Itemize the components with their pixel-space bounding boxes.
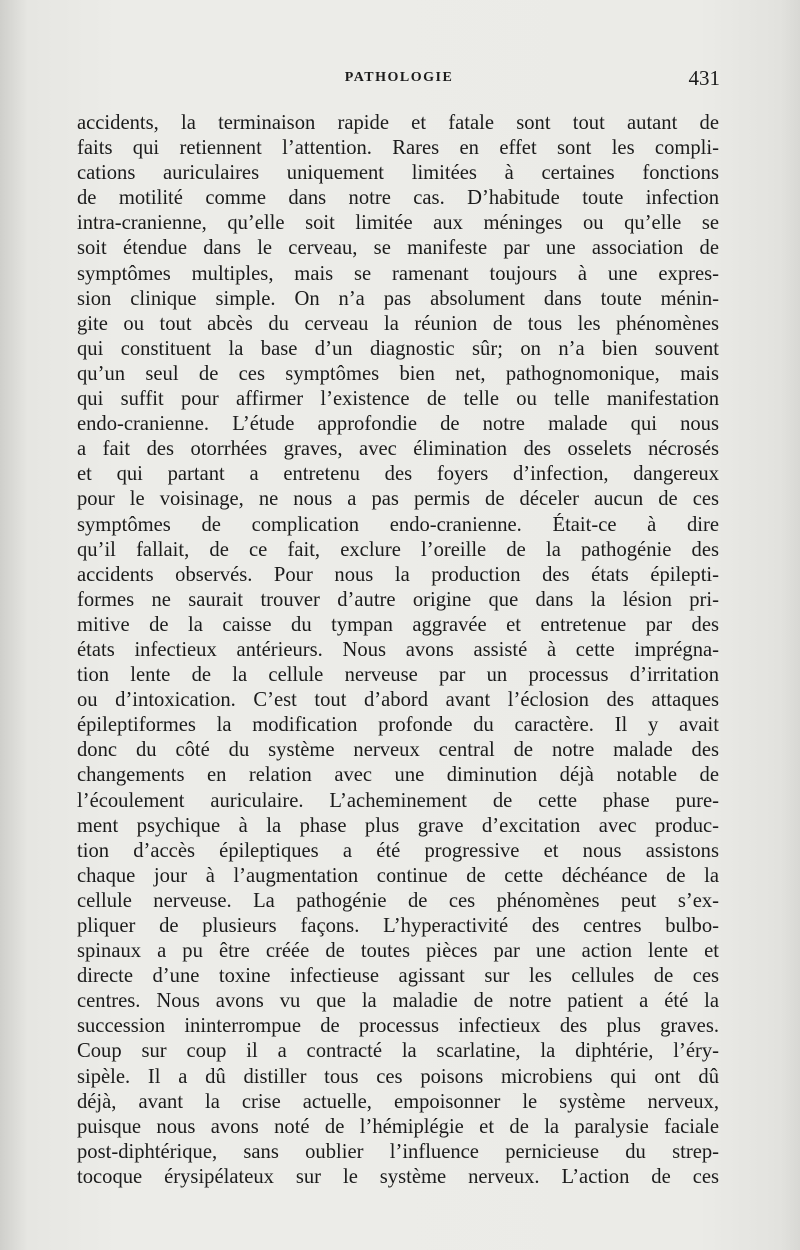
text-line: directe d’une toxine infectieuse agissant sur les cellules de ces	[77, 965, 719, 988]
text-line: sion clinique simple. On n’a pas absolument dans toute ménin-	[77, 287, 719, 310]
text-line: pliquer de plusieurs façons. L’hyperactivité des centres bulbo-	[77, 915, 719, 937]
text-line: tion lente de la cellule nerveuse par un processus d’irritation	[77, 664, 719, 687]
text-line: centres. Nous avons vu que la maladie de notre patient a été la	[77, 990, 719, 1013]
text-line: donc du côté du système nerveux central de notre malade des	[77, 739, 719, 762]
text-line: symptômes de complication endo-cranienne. Était-ce à dire	[77, 513, 719, 536]
text-line: a fait des otorrhées graves, avec élimination des osselets nécrosés	[77, 438, 719, 461]
text-line: post-diphtérique, sans oublier l’influence pernicieuse du strep-	[77, 1140, 719, 1163]
text-line: tion d’accès épileptiques a été progressive et nous assistons	[77, 839, 719, 862]
text-line: endo-cranienne. L’étude approfondie de notre malade qui nous	[77, 413, 719, 436]
text-line: ment psychique à la phase plus grave d’excitation avec produc-	[77, 814, 719, 837]
text-line: tocoque érysipélateux sur le système nerveux. L’action de ces	[77, 1165, 719, 1188]
text-line: qu’il fallait, de ce fait, exclure l’oreille de la pathogénie des	[77, 538, 719, 561]
text-line: qui suffit pour affirmer l’existence de telle ou telle manifestation	[77, 388, 719, 411]
text-line: cations auriculaires uniquement limitées à certaines fonctions	[77, 162, 719, 185]
text-line: chaque jour à l’augmentation continue de cette déchéance de la	[77, 864, 719, 887]
text-line: changements en relation avec une diminution déjà notable de	[77, 764, 719, 787]
text-line: épileptiformes la modification profonde du caractère. Il y avait	[77, 714, 719, 737]
text-line: cellule nerveuse. La pathogénie de ces phénomènes peut s’ex-	[77, 889, 719, 912]
text-line: spinaux a pu être créée de toutes pièces par une action lente et	[77, 940, 719, 963]
text-line: succession ininterrompue de processus infectieux des plus graves.	[77, 1015, 719, 1038]
text-line: sipèle. Il a dû distiller tous ces poisons microbiens qui ont dû	[77, 1065, 719, 1088]
text-line: pour le voisinage, ne nous a pas permis de déceler aucun de ces	[77, 488, 719, 511]
text-line: l’écoulement auriculaire. L’acheminement de cette phase pure-	[77, 789, 719, 812]
text-line: Coup sur coup il a contracté la scarlatine, la diphtérie, l’éry-	[77, 1040, 719, 1063]
text-line: qui constituent la base d’un diagnostic sûr; on n’a bien souvent	[77, 337, 719, 360]
running-title: PATHOLOGIE	[344, 70, 454, 85]
text-line: faits qui retiennent l’attention. Rares en effet sont les compli-	[77, 137, 719, 160]
body-text	[77, 111, 719, 1190]
text-line: soit étendue dans le cerveau, se manifeste par une association de	[77, 237, 719, 260]
text-line: déjà, avant la crise actuelle, empoisonner le système nerveux,	[77, 1090, 719, 1113]
text-line: mitive de la caisse du tympan aggravée et entretenue par des	[77, 613, 719, 636]
text-line: intra-cranienne, qu’elle soit limitée aux méninges ou qu’elle se	[77, 212, 719, 235]
text-line: et qui partant a entretenu des foyers d’infection, dangereux	[77, 463, 719, 486]
text-line: états infectieux antérieurs. Nous avons assisté à cette imprégna-	[77, 638, 719, 661]
text-line: puisque nous avons noté de l’hémiplégie et de la paralysie faciale	[77, 1115, 719, 1138]
text-line: symptômes multiples, mais se ramenant toujours à une expres-	[77, 262, 719, 285]
text-line: ou d’intoxication. C’est tout d’abord avant l’éclosion des attaques	[77, 689, 719, 712]
text-line: accidents observés. Pour nous la production des états épilepti-	[77, 563, 719, 586]
text-line: de motilité comme dans notre cas. D’habitude toute infection	[77, 187, 719, 210]
text-line: gite ou tout abcès du cerveau la réunion de tous les phénomènes	[77, 312, 719, 335]
page-number: 431	[688, 66, 720, 90]
text-line: accidents, la terminaison rapide et fatale sont tout autant de	[77, 112, 719, 134]
text-line: qu’un seul de ces symptômes bien net, pathognomonique, mais	[77, 362, 719, 385]
running-head	[78, 66, 720, 90]
text-line: formes ne saurait trouver d’autre origine que dans la lésion pri-	[77, 588, 719, 611]
